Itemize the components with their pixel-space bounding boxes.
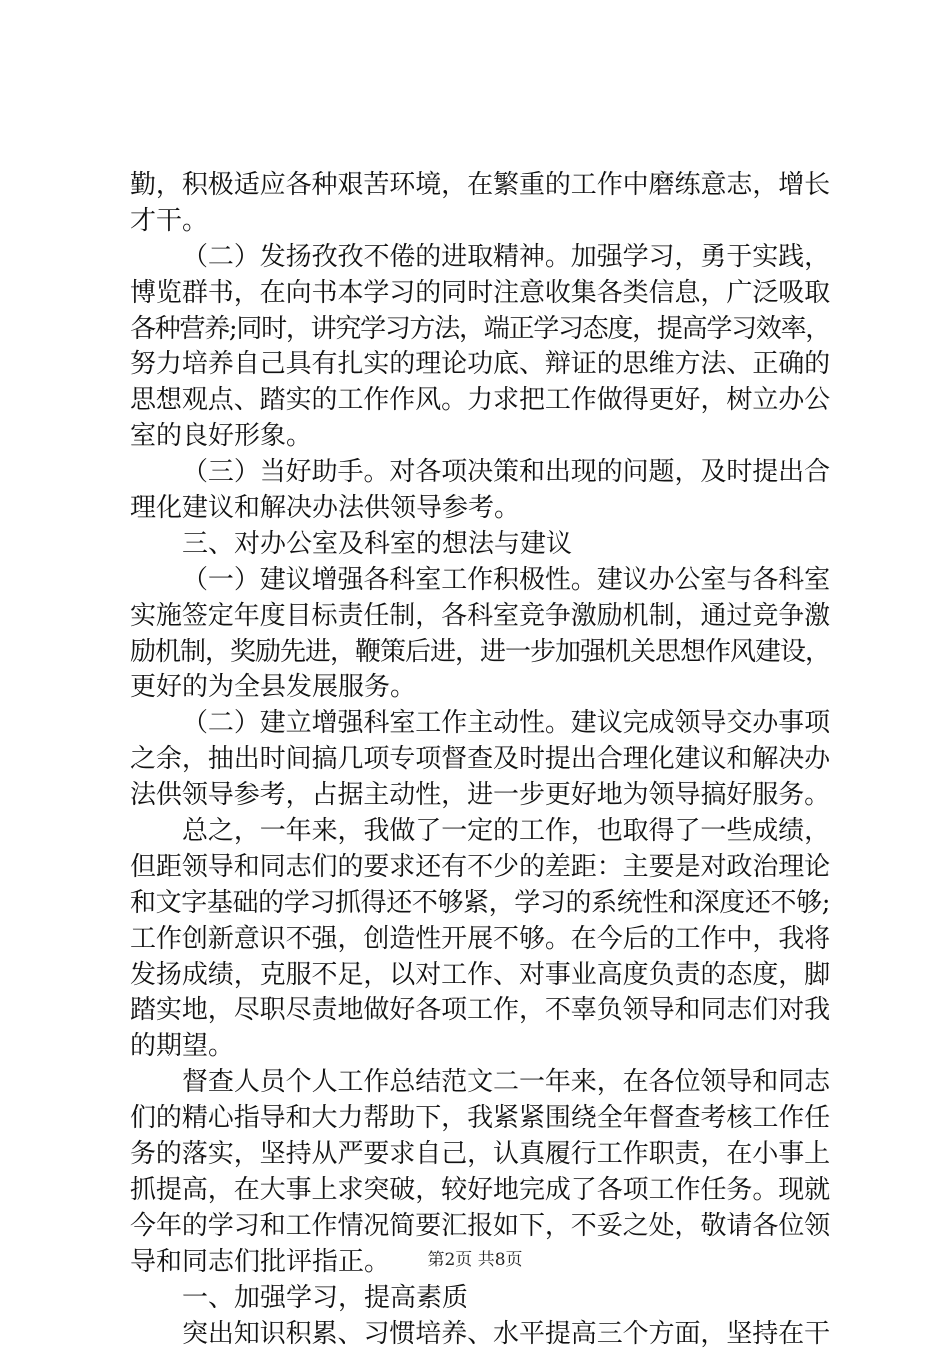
text-line: 和文字基础的学习抓得还不够紧，学习的系统性和深度还不够;: [130, 886, 830, 922]
text-line: 努力培养自己具有扎实的理论功底、辩证的思维方法、正确的: [130, 347, 830, 383]
text-line: 工作创新意识不强，创造性开展不够。在今后的工作中，我将: [130, 922, 830, 958]
text-line: 才干。: [130, 204, 830, 240]
text-line: 各种营养;同时，讲究学习方法，端正学习态度，提高学习效率，: [130, 312, 830, 348]
text-line: 但距领导和同志们的要求还有不少的差距：主要是对政治理论: [130, 850, 830, 886]
text-line: 之余，抽出时间搞几项专项督查及时提出合理化建议和解决办: [130, 742, 830, 778]
text-line: 们的精心指导和大力帮助下，我紧紧围绕全年督查考核工作任: [130, 1101, 830, 1137]
text-line: 的期望。: [130, 1029, 830, 1065]
text-line: 一、加强学习，提高素质: [130, 1281, 830, 1317]
text-line: 实施签定年度目标责任制，各科室竞争激励机制，通过竞争激: [130, 599, 830, 635]
text-line: 室的良好形象。: [130, 419, 830, 455]
text-line: 务的落实，坚持从严要求自己，认真履行工作职责，在小事上: [130, 1137, 830, 1173]
text-line: 法供领导参考，占据主动性，进一步更好地为领导搞好服务。: [130, 778, 830, 814]
document-body: [130, 168, 830, 1352]
text-line: 博览群书，在向书本学习的同时注意收集各类信息，广泛吸取: [130, 276, 830, 312]
text-line: （二）建立增强科室工作主动性。建议完成领导交办事项: [130, 706, 830, 742]
text-line: 导和同志们批评指正。: [130, 1245, 830, 1281]
text-line: 抓提高，在大事上求突破，较好地完成了各项工作任务。现就: [130, 1173, 830, 1209]
text-line: 发扬成绩，克服不足，以对工作、对事业高度负责的态度，脚: [130, 958, 830, 994]
text-line: 今年的学习和工作情况简要汇报如下，不妥之处，敬请各位领: [130, 1209, 830, 1245]
text-line: 思想观点、踏实的工作作风。力求把工作做得更好，树立办公: [130, 383, 830, 419]
text-line: 督查人员个人工作总结范文二一年来，在各位领导和同志: [130, 1065, 830, 1101]
text-line: 突出知识积累、习惯培养、水平提高三个方面，坚持在干: [130, 1317, 830, 1352]
text-line: 励机制，奖励先进，鞭策后进，进一步加强机关思想作风建设，: [130, 635, 830, 671]
text-line: 理化建议和解决办法供领导参考。: [130, 491, 830, 527]
text-line: 三、对办公室及科室的想法与建议: [130, 527, 830, 563]
text-line: 踏实地，尽职尽责地做好各项工作，不辜负领导和同志们对我: [130, 993, 830, 1029]
page-footer: 第2页 共8页: [0, 1245, 950, 1270]
text-line: 勤，积极适应各种艰苦环境，在繁重的工作中磨练意志，增长: [130, 168, 830, 204]
text-line: （二）发扬孜孜不倦的进取精神。加强学习，勇于实践，: [130, 240, 830, 276]
text-line: （三）当好助手。对各项决策和出现的问题，及时提出合: [130, 455, 830, 491]
text-line: 更好的为全县发展服务。: [130, 670, 830, 706]
text-line: （一）建议增强各科室工作积极性。建议办公室与各科室: [130, 563, 830, 599]
text-line: 总之，一年来，我做了一定的工作，也取得了一些成绩，: [130, 814, 830, 850]
